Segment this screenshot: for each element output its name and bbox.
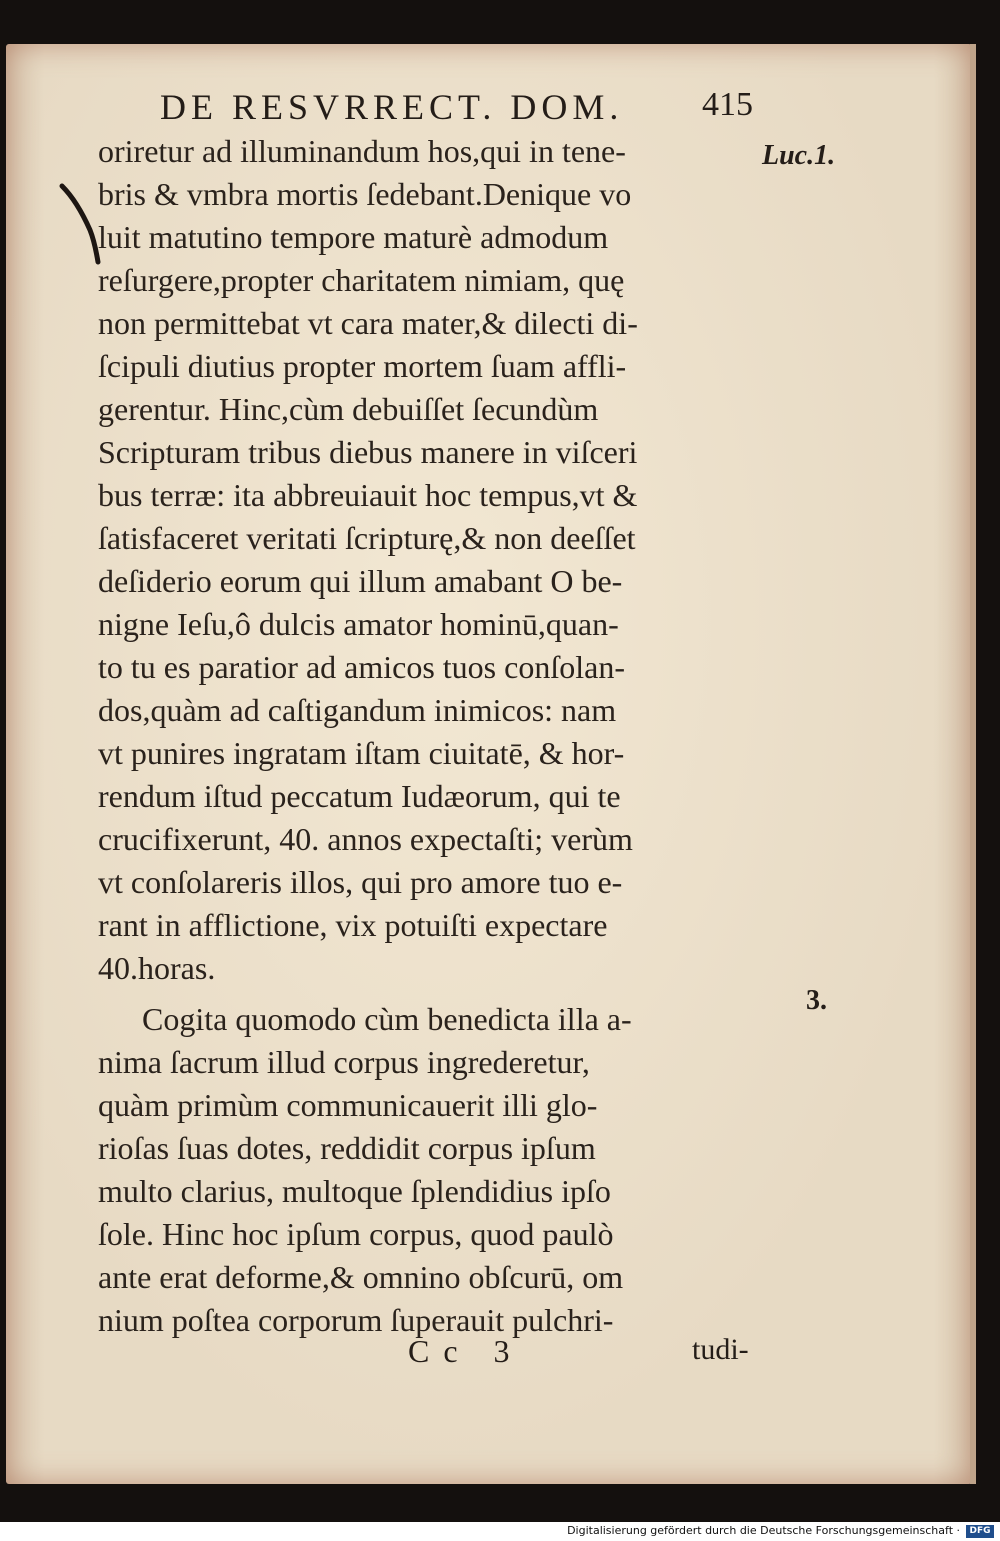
margin-note-luc: Luc.1. [762, 140, 836, 171]
text-line: oriretur ad illuminandum hos,qui in tene- [98, 133, 626, 169]
text-line: rant in afflictione, vix potuiſti expectare [98, 907, 608, 943]
credit-text: Digitalisierung gefördert durch die Deutsche Forschungsgemeinschaft · [567, 1524, 960, 1537]
signature-mark: Cc 3 [408, 1333, 524, 1369]
text-line: ſole. Hinc hoc ipſum corpus, quod paulò [98, 1216, 614, 1252]
text-line: reſurgere,propter charitatem nimiam, quę [98, 262, 625, 298]
text-line: Scripturam tribus diebus manere in viſceri [98, 434, 638, 470]
text-line: multo clarius, multoque ſplendidius ipſo [98, 1173, 611, 1209]
text-line: nium poſtea corporum ſuperauit pulchri- [98, 1302, 614, 1338]
text-line: ante erat deforme,& omnino obſcurū, om [98, 1259, 624, 1295]
body-text [98, 130, 778, 1342]
page-edge [970, 44, 976, 1484]
text-line: 40.horas. [98, 950, 216, 986]
text-line: dos,quàm ad caſtigandum inimicos: nam [98, 692, 617, 728]
text-line: non permittebat vt cara mater,& dilecti di- [98, 305, 638, 341]
text-line: nigne Ieſu,ô dulcis amator hominū,quan- [98, 606, 619, 642]
text-line: ſatisfaceret veritati ſcripturę,& non deeſſet [98, 520, 636, 556]
text-line: rioſas ſuas dotes, reddidit corpus ipſum [98, 1130, 596, 1166]
catchword: tudi- [692, 1333, 749, 1366]
paragraph-gap [98, 990, 778, 998]
text-line: deſiderio eorum qui illum amabant O be- [98, 563, 623, 599]
margin-note-three: 3. [806, 985, 827, 1016]
page-number: 415 [702, 86, 753, 123]
running-head: DE RESVRRECT. DOM. [160, 87, 624, 127]
paragraph-1 [98, 130, 778, 990]
text-line: ſcipuli diutius propter mortem ſuam affli- [98, 348, 627, 384]
dfg-logo-icon: DFG [966, 1525, 994, 1538]
text-line: to tu es paratior ad amicos tuos conſolan- [98, 649, 625, 685]
text-line: bus terræ: ita abbreuiauit hoc tempus,vt & [98, 477, 638, 513]
text-line: vt punires ingratam iſtam ciuitatē, & hor- [98, 735, 625, 771]
text-line: nima ſacrum illud corpus ingrederetur, [98, 1044, 590, 1080]
text-line: crucifixerunt, 40. annos expectaſti; verùm [98, 821, 633, 857]
text-line: luit matutino tempore maturè admodum [98, 219, 609, 255]
text-line: rendum iſtud peccatum Iudæorum, qui te [98, 778, 621, 814]
text-line: Cogita quomodo cùm benedicta illa a- [142, 1001, 632, 1037]
text-line: quàm primùm communicauerit illi glo- [98, 1087, 598, 1123]
credit-bar [0, 1522, 1000, 1541]
text-line: gerentur. Hinc,cùm debuiſſet ſecundùm [98, 391, 599, 427]
text-line: bris & vmbra mortis ſedebant.Denique vo [98, 176, 632, 212]
paragraph-2 [98, 998, 778, 1342]
text-line: vt conſolareris illos, qui pro amore tuo e- [98, 864, 623, 900]
